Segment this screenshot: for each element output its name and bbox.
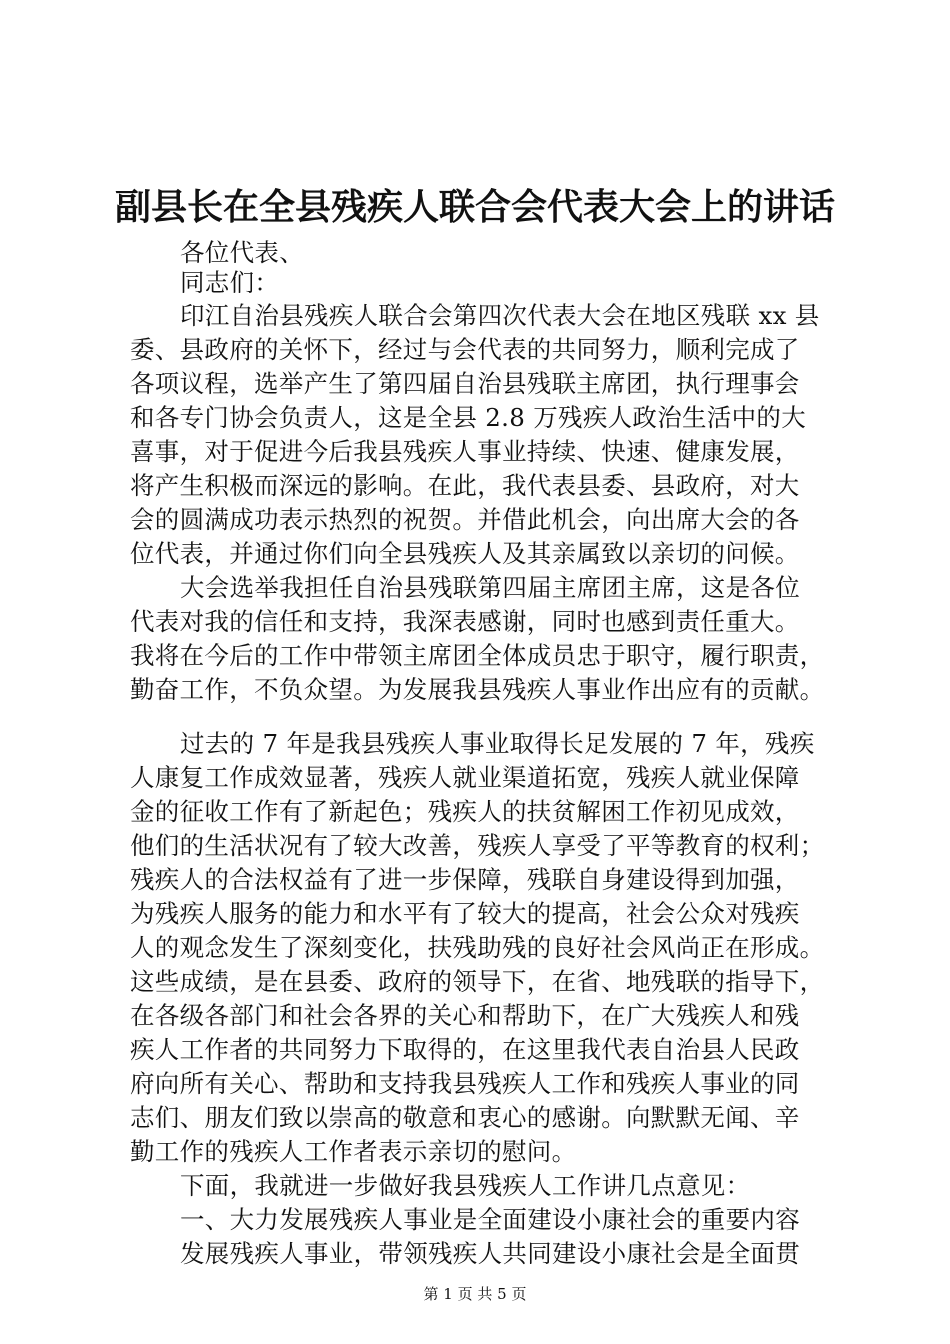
text-line: 府向所有关心、帮助和支持我县残疾人工作和残疾人事业的同: [130, 1069, 800, 1098]
text-line: 残疾人的合法权益有了进一步保障，残联自身建设得到加强，: [130, 865, 800, 894]
text-line: 勤工作的残疾人工作者表示亲切的慰问。: [130, 1137, 577, 1166]
text-line: 志们、朋友们致以崇高的敬意和衷心的感谢。向默默无闻、辛: [130, 1103, 800, 1132]
page-footer: 第 1 页 共 5 页: [423, 1285, 527, 1303]
text-line: 大会选举我担任自治县残联第四届主席团主席，这是各位: [180, 573, 800, 602]
text-line: 各项议程，选举产生了第四届自治县残联主席团，执行理事会: [130, 369, 800, 398]
text-line: 各位代表、: [180, 238, 304, 267]
text-line: 他们的生活状况有了较大改善，残疾人享受了平等教育的权利；: [130, 831, 825, 860]
text-line: 位代表，并通过你们向全县残疾人及其亲属致以亲切的问候。: [130, 539, 800, 568]
text-line: 一、大力发展残疾人事业是全面建设小康社会的重要内容: [180, 1205, 800, 1234]
text-line: 将产生积极而深远的影响。在此，我代表县委、县政府，对大: [130, 471, 800, 500]
text-line: 为残疾人服务的能力和水平有了较大的提高，社会公众对残疾: [130, 899, 800, 928]
text-line: 下面，我就进一步做好我县残疾人工作讲几点意见：: [180, 1171, 751, 1200]
text-line: 人康复工作成效显著，残疾人就业渠道拓宽，残疾人就业保障: [130, 763, 800, 792]
text-line: 我将在今后的工作中带领主席团全体成员忠于职守，履行职责，: [130, 641, 825, 670]
text-line: 同志们：: [180, 268, 280, 297]
text-line: 委、县政府的关怀下，经过与会代表的共同努力，顺利完成了: [130, 335, 800, 364]
text-line: 勤奋工作，不负众望。为发展我县残疾人事业作出应有的贡献。: [130, 675, 825, 704]
text-line: 在各级各部门和社会各界的关心和帮助下，在广大残疾人和残: [130, 1001, 800, 1030]
text-line: 疾人工作者的共同努力下取得的，在这里我代表自治县人民政: [130, 1035, 800, 1064]
text-line: 代表对我的信任和支持，我深表感谢，同时也感到责任重大。: [130, 607, 800, 636]
text-line: 这些成绩，是在县委、政府的领导下，在省、地残联的指导下，: [130, 967, 825, 996]
text-line: 金的征收工作有了新起色；残疾人的扶贫解困工作初见成效，: [130, 797, 800, 826]
text-line: 发展残疾人事业，带领残疾人共同建设小康社会是全面贯: [180, 1239, 800, 1268]
text-line: 会的圆满成功表示热烈的祝贺。并借此机会，向出席大会的各: [130, 505, 800, 534]
document-title: 副县长在全县残疾人联合会代表大会上的讲话: [114, 186, 835, 228]
text-line: 过去的 7 年是我县残疾人事业取得长足发展的 7 年，残疾: [180, 729, 815, 758]
text-line: 人的观念发生了深刻变化，扶残助残的良好社会风尚正在形成。: [130, 933, 825, 962]
text-line: 印江自治县残疾人联合会第四次代表大会在地区残联 xx 县: [180, 301, 820, 330]
text-line: 喜事，对于促进今后我县残疾人事业持续、快速、健康发展，: [130, 437, 800, 466]
text-line: 和各专门协会负责人，这是全县 2.8 万残疾人政治生活中的大: [130, 403, 807, 432]
